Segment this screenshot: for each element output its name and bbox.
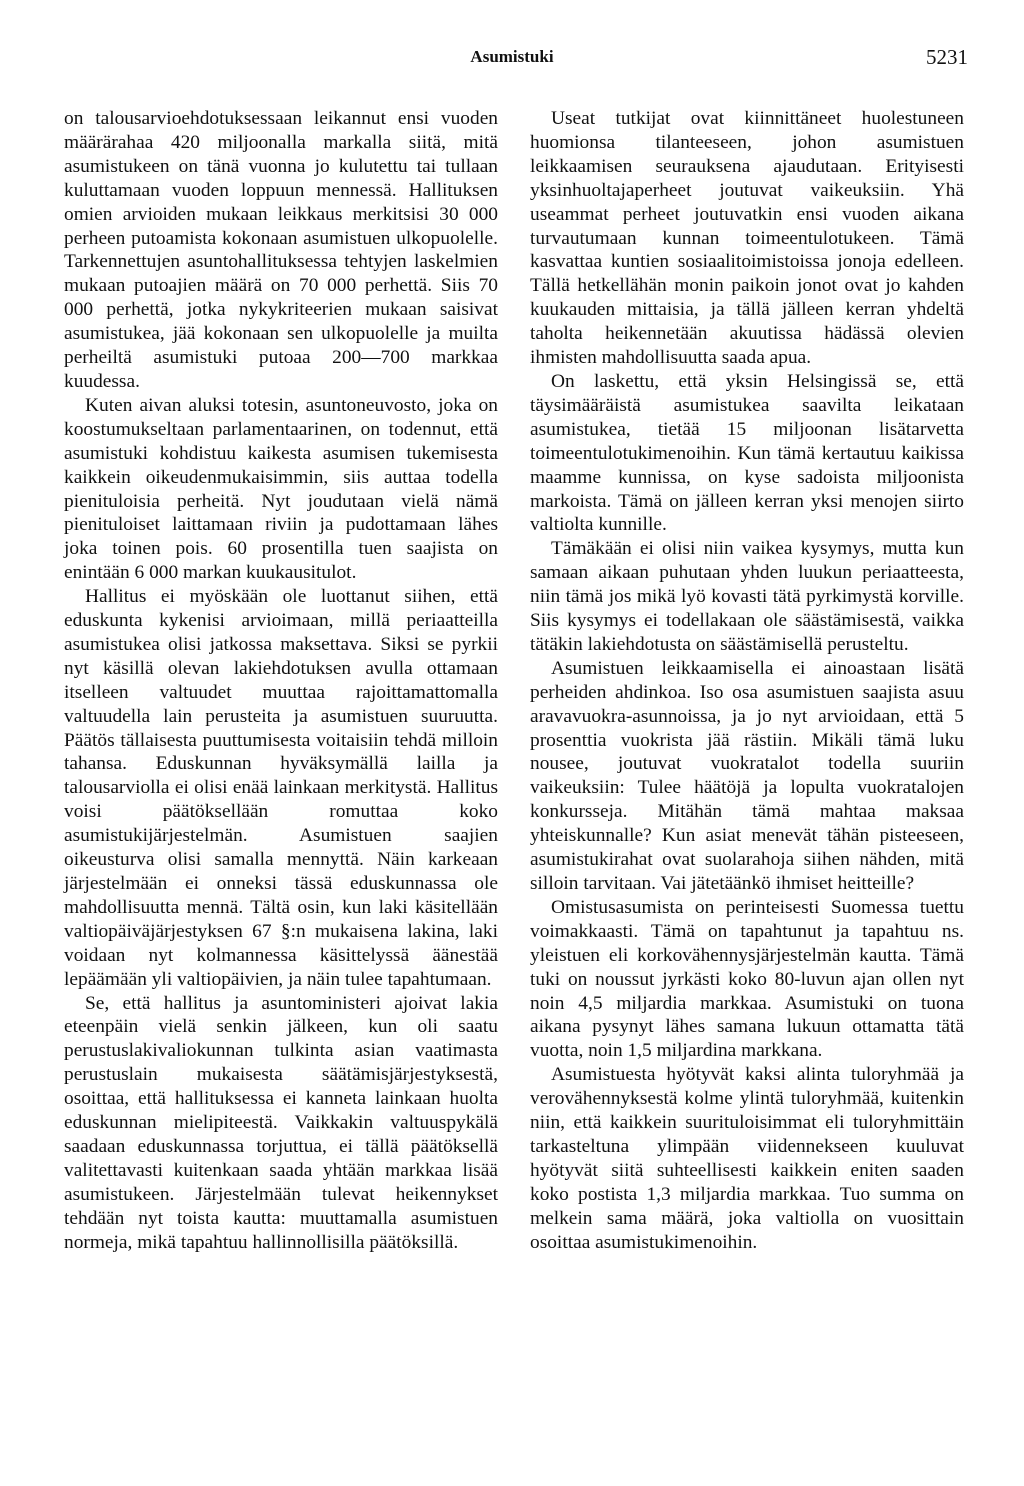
page-number: 5231: [926, 45, 968, 69]
paragraph: Asumistuesta hyötyvät kaksi alinta tuloryhmää ja verovähennyksestä kolme ylintä tuloryhmää, kuitenkin niin, että kaikkein suurituloisimmat eli tuloryhmittäin tarkasteltuna ylimpään viidennekseen kuuluvat hyötyvät siitä suhteellisesti kaikkein eniten saaden koko postista 1,3 miljardia markkaa. Tuo summa on melkein sama määrä, joka valtiolla on vuosittain osoittaa asumistukimenoihin.: [530, 1064, 964, 1253]
page-header: [0, 45, 1024, 75]
running-title: Asumistuki: [470, 47, 554, 66]
paragraph: Omistusasumista on perinteisesti Suomessa tuettu voimakkaasti. Tämä on tapahtunut ja tapahtuu ns. yleistuen eli korkovähennysjärjestelmän kautta. Tämä tuki on noussut jyrkästi koko 80-luvun ajan ollen nyt noin 4,5 miljardia markkaa. Asumistuki on tuona aikana pysynyt lähes samana lukuun ottamatta tätä vuotta, noin 1,5 miljardina markkana.: [530, 896, 964, 1062]
paragraph: Se, että hallitus ja asuntoministeri ajoivat lakia eteenpäin vielä senkin jälkeen, kun oli saatu perustuslakivaliokunnan tulkinta asian vaatimasta perustuslain mukaisesta säätämisjärjestyksestä, osoittaa, että hallituksessa ei kanneta lainkaan huolta eduskunnan mielipiteestä. Vaikkakin valtuuspykälä saadaan eduskunnassa torjuttua, ei tällä päätöksellä valitettavasti kuitenkaan saada yhtään markkaa lisää asumistukeen. Järjestelmään tulevat heikennykset tehdään nyt toista kautta: muuttamalla asumistuen normeja, mikä tapahtuu hallinnollisilla päätöksillä.: [64, 992, 498, 1253]
paragraph: Kuten aivan aluksi totesin, asuntoneuvosto, joka on koostumukseltaan parlamentaarinen, on todennut, että asumistuki kohdistuu kaikesta asumisen tukemisesta kaikkein oikeudenmukaisimmin, siis auttaa todella pienituloisia perheitä. Nyt joudutaan vielä nämä pienituloiset laittamaan riviin ja pudottamaan lähes joka toinen pois. 60 prosentilla tuen saajista on enintään 6 000 markan kuukausitulot.: [64, 394, 498, 584]
paragraph: on talousarvioehdotuksessaan leikannut ensi vuoden määrärahaa 420 miljoonalla markalla siitä, mitä asumistukeen on tänä vuonna jo kulutettu tai tullaan kuluttamaan vuoden loppuun mennessä. Hallituksen omien arvioiden mukaan leikkaus merkitsisi 30 000 perheen putoamista kokonaan asumistuen ulkopuolelle. Tarkennettujen asuntohallituksessa tehtyjen laskelmien mukaan putoajien määrä on 70 000 perhettä. Siis 70 000 perhettä, jotka nykykriteerien mukaan saisivat asumistukea, jää kokonaan sen ulkopuolelle ja muilta perheiltä asumistuki putoaa 200—700 markkaa kuudessa.: [64, 108, 498, 392]
paragraph: Useat tutkijat ovat kiinnittäneet huolestuneen huomionsa tilanteeseen, johon asumistuen leikkaamisen seurauksena ajaudutaan. Erityisesti yksinhuoltajaperheet joutuvat vaikeuksiin. Yhä useammat perheet joutuvatkin ensi vuoden aikana turvautumaan kunnan toimeentulotukeen. Tämä kasvattaa kuntien sosiaalitoimistoissa jonoja edelleen. Tällä hetkellähän monin paikoin jonot ovat jo kahden kuukauden mittaisia, ja tällä jälleen kerran yhdeltä taholta heikennetään akuutissa hädässä olevien ihmisten mahdollisuutta saada apua.: [530, 108, 964, 369]
paragraph: On laskettu, että yksin Helsingissä se, että täysimääräistä asumistukea saavilta leikataan asumistukea, tietää 15 miljoonan lisätarvetta toimeentulotukimenoihin. Kun tämä kertautuu kaikissa maamme kunnissa, on kyse sadoista miljoonista markoista. Tämä on jälleen kerran yksi menojen siirto valtiolta kunnille.: [530, 370, 964, 536]
right-column: [530, 107, 964, 1255]
paragraph: Hallitus ei myöskään ole luottanut siihen, että eduskunta kykenisi arvioimaan, millä periaatteilla asumistukea olisi jatkossa maksettava. Siksi se pyrkii nyt käsillä olevan lakiehdotuksen avulla ottamaan itselleen valtuudet muuttaa rajoittamattomalla valtuudella lain perusteita ja asumistuen suuruutta. Päätös tällaisesta puuttumisesta voitaisiin tehdä milloin tahansa. Eduskunnan hyväksymällä lailla ja talousarviolla ei olisi enää lainkaan merkitystä. Hallitus voisi päätöksellään romuttaa koko asumistukijärjestelmän. Asumistuen saajien oikeusturva olisi samalla mennyttä. Näin karkeaan järjestelmään ei onneksi tässä eduskunnassa ole mahdollisuutta mennä. Tältä osin, kun laki käsitellään valtiopäiväjärjestyksen 67 §:n mukaisena lakina, laki voidaan nyt kolmannessa käsittelyssä äänestää lepäämään yli valtiopäivien, ja näin tulee tapahtumaan.: [64, 586, 498, 990]
paragraph: Asumistuen leikkaamisella ei ainoastaan lisätä perheiden ahdinkoa. Iso osa asumistuen saajista asuu aravavuokra-asunnoissa, ja jo nyt arvioidaan, että 5 prosenttia vuokrista jää rästiin. Mikäli tämä luku nousee, joutuvat vuokratalot todella suuriin vaikeuksiin: Tulee häätöjä ja lopulta vuokratalojen konkursseja. Mitähän tämä mahtaa maksaa yhteiskunnalle? Kun asiat menevät tähän pisteeseen, asumistukirahat ovat suolarahoja siihen nähden, mitä silloin tarvitaan. Vai jätetäänkö ihmiset heitteille?: [530, 657, 964, 894]
paragraph: Tämäkään ei olisi niin vaikea kysymys, mutta kun samaan aikaan puhutaan yhden luukun periaatteesta, niin tämä jos mikä lyö kovasti tätä pyrkimystä korville. Siis kysymys ei todellakaan ole säästämisestä, vaikka tätäkin lakiehdotusta on säästämisellä perusteltu.: [530, 538, 964, 655]
left-column: [64, 107, 498, 1255]
